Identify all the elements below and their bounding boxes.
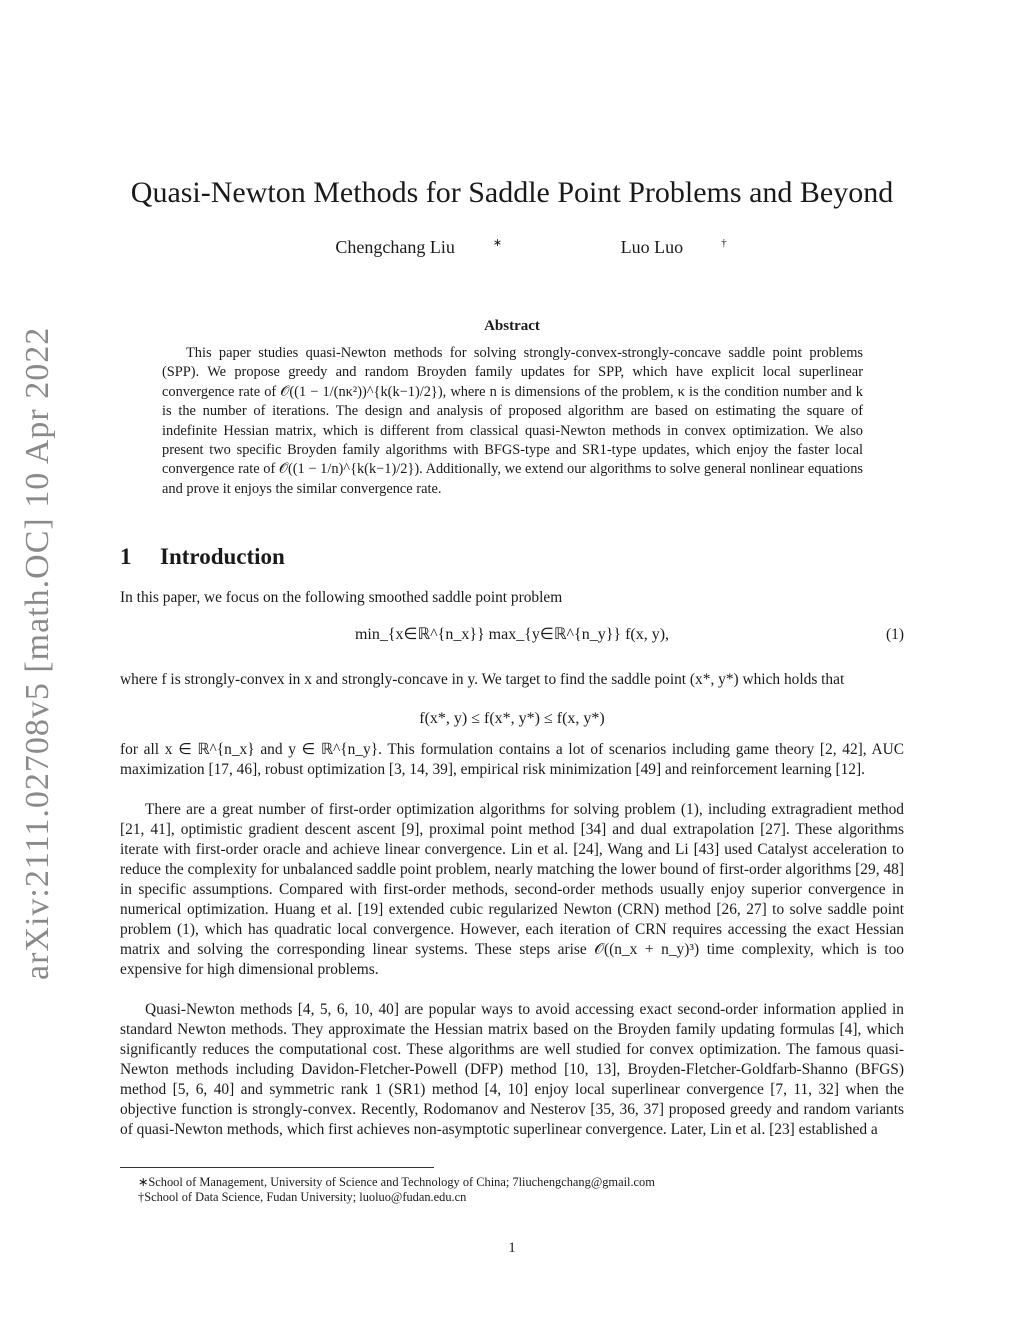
intro-lead: In this paper, we focus on the following smoothed saddle point problem bbox=[120, 589, 563, 606]
author-list bbox=[0, 236, 1024, 258]
equation-1-number: (1) bbox=[886, 626, 904, 643]
arxiv-side-label: arXiv:2111.02708v5 [math.OC] 10 Apr 2022 bbox=[19, 326, 56, 980]
footnote-1: ∗School of Management, University of Science and Technology of China; 7liuchengchang@gmail.com bbox=[138, 1175, 655, 1189]
paragraph-saddle-point: where f is strongly-convex in x and strongly-concave in y. We target to find the saddle point (x*, y*) which holds that bbox=[120, 671, 845, 688]
footnote-2: †School of Data Science, Fudan University; luoluo@fudan.edu.cn bbox=[138, 1190, 467, 1204]
equation-1: min_{x∈ℝ^{n_x}} max_{y∈ℝ^{n_y}} f(x, y), bbox=[354, 626, 670, 643]
section-title: Introduction bbox=[160, 544, 285, 569]
abstract-text: This paper studies quasi-Newton methods for solving strongly-convex-strongly-concave saddle point problems (SPP). We propose greedy and random Broyden family updates for SPP, which have explicit local superlinear convergence rate of 𝒪((1 − 1/(nκ²))^{k(k−1)/2}), where n is dimensions of the problem, κ is the condition number and k is the number of iterations. The design and analysis of proposed algorithm are based on estimating the square of indefinite Hessian matrix, which is different from classical quasi-Newton methods in convex optimization. We also present two specific Broyden family algorithms with BFGS-type and SR1-type updates, which enjoy the faster local convergence rate of 𝒪((1 − 1/n)^{k(k−1)/2}). Additionally, we extend our algorithms to solve general nonlinear equations and prove it enjoys the similar convergence rate. bbox=[162, 345, 863, 497]
footnote-divider bbox=[120, 1167, 434, 1168]
section-number: 1 bbox=[120, 544, 132, 569]
section-heading bbox=[120, 544, 285, 570]
author-1: Chengchang Liu ∗ bbox=[335, 237, 503, 257]
abstract-heading: Abstract bbox=[484, 318, 540, 334]
paragraph-first-order: There are a great number of first-order optimization algorithms for solving problem (1), including extragradient method [21, 41], optimistic gradient descent ascent [9], proximal point method [34] and dual extrapolation [27]. These algorithms iterate with first-order oracle and achieve linear convergence. Lin et al. [24], Wang and Li [43] used Catalyst acceleration to reduce the complexity for unbalanced saddle point problem, nearly matching the lower bound of first-order algorithms [29, 48] in specific assumptions. Compared with first-order methods, second-order methods usually enjoy superior convergence in numerical optimization. Huang et al. [19] extended cubic regularized Newton (CRN) method [26, 27] to solve saddle point problem (1), which has quadratic local convergence. However, each iteration of CRN requires accessing the exact Hessian matrix and solving the corresponding linear systems. These steps arise 𝒪((n_x + n_y)³) time complexity, which is too expensive for high dimensional problems. bbox=[120, 801, 904, 978]
paper-title: Quasi-Newton Methods for Saddle Point Problems and Beyond bbox=[130, 176, 894, 209]
paragraph-scenarios: for all x ∈ ℝ^{n_x} and y ∈ ℝ^{n_y}. This formulation contains a lot of scenarios including game theory [2, 42], AUC maximization [17, 46], robust optimization [3, 14, 39], empirical risk minimization [49] and reinforcement learning [12]. bbox=[120, 741, 904, 778]
paragraph-quasi-newton: Quasi-Newton methods [4, 5, 6, 10, 40] are popular ways to avoid accessing exact second-order information applied in standard Newton methods. They approximate the Hessian matrix based on the Broyden family updating formulas [4], which significantly reduces the computational cost. These algorithms are well studied for convex optimization. The famous quasi-Newton methods including Davidon-Fletcher-Powell (DFP) method [10, 13], Broyden-Fletcher-Goldfarb-Shanno (BFGS) method [5, 6, 40] and symmetric rank 1 (SR1) method [4, 10] enjoy local superlinear convergence [7, 11, 32] when the objective function is strongly-convex. Recently, Rodomanov and Nesterov [35, 36, 37] proposed greedy and random variants of quasi-Newton methods, which first achieves non-asymptotic superlinear convergence. Later, Lin et al. [23] established a bbox=[120, 1001, 904, 1138]
page-number: 1 bbox=[508, 1240, 516, 1256]
author-2: Luo Luo † bbox=[620, 237, 727, 257]
equation-2: f(x*, y) ≤ f(x*, y*) ≤ f(x, y*) bbox=[419, 710, 605, 727]
